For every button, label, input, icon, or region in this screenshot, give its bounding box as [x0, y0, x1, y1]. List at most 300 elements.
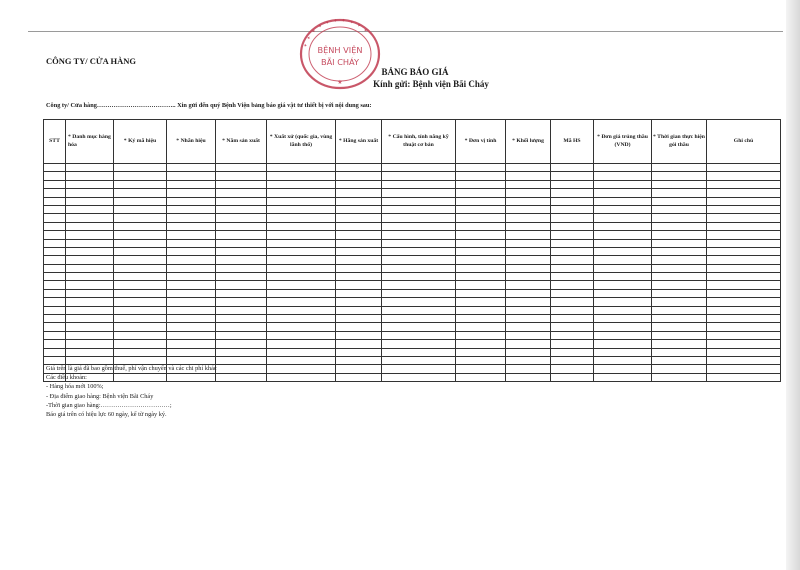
table-cell	[456, 222, 506, 230]
table-cell	[167, 323, 216, 331]
column-header: * Thời gian thực hiện gói thầu	[652, 120, 707, 164]
table-cell	[267, 306, 336, 314]
table-cell	[114, 281, 167, 289]
table-cell	[594, 247, 652, 255]
table-cell	[652, 273, 707, 281]
table-cell	[336, 340, 382, 348]
table-cell	[506, 315, 551, 323]
table-cell	[216, 365, 267, 373]
table-row	[44, 222, 781, 230]
table-cell	[707, 164, 781, 172]
table-cell	[216, 340, 267, 348]
table-row	[44, 180, 781, 188]
table-cell	[551, 164, 594, 172]
table-cell	[66, 340, 114, 348]
table-cell	[336, 331, 382, 339]
table-cell	[506, 373, 551, 381]
table-cell	[44, 180, 66, 188]
table-cell	[66, 231, 114, 239]
table-row	[44, 273, 781, 281]
table-cell	[114, 172, 167, 180]
table-cell	[551, 247, 594, 255]
table-cell	[551, 298, 594, 306]
table-cell	[66, 273, 114, 281]
table-cell	[652, 306, 707, 314]
table-cell	[551, 189, 594, 197]
table-cell	[707, 356, 781, 364]
table-cell	[216, 172, 267, 180]
table-cell	[44, 348, 66, 356]
table-cell	[652, 189, 707, 197]
table-cell	[382, 180, 456, 188]
table-cell	[44, 205, 66, 213]
table-cell	[551, 273, 594, 281]
table-cell	[167, 189, 216, 197]
table-cell	[114, 231, 167, 239]
stamp-line-1: BỆNH VIỆN	[317, 45, 363, 55]
table-cell	[114, 222, 167, 230]
table-cell	[336, 231, 382, 239]
table-cell	[551, 281, 594, 289]
table-cell	[382, 340, 456, 348]
table-cell	[267, 315, 336, 323]
table-cell	[594, 315, 652, 323]
svg-text:✦ ✦ ✦ ✦ ✦ ✦ ✦ ✦ ✦ ✦: ✦ ✦ ✦ ✦ ✦ ✦ ✦ ✦ ✦ ✦	[302, 17, 370, 49]
table-cell	[707, 172, 781, 180]
table-cell	[44, 256, 66, 264]
table-cell	[456, 306, 506, 314]
note-line: -Thời gian giao hàng:……………………………;	[46, 401, 172, 409]
table-cell	[456, 247, 506, 255]
table-cell	[551, 289, 594, 297]
table-cell	[594, 205, 652, 213]
table-cell	[216, 164, 267, 172]
table-cell	[382, 348, 456, 356]
table-cell	[267, 231, 336, 239]
table-cell	[456, 256, 506, 264]
table-cell	[707, 365, 781, 373]
table-cell	[382, 289, 456, 297]
table-row	[44, 323, 781, 331]
table-cell	[267, 340, 336, 348]
table-cell	[44, 247, 66, 255]
table-row	[44, 331, 781, 339]
table-cell	[594, 189, 652, 197]
table-cell	[216, 180, 267, 188]
table-cell	[167, 239, 216, 247]
table-cell	[167, 281, 216, 289]
table-cell	[594, 264, 652, 272]
table-cell	[167, 273, 216, 281]
table-cell	[114, 315, 167, 323]
table-cell	[336, 214, 382, 222]
table-cell	[167, 348, 216, 356]
table-row	[44, 197, 781, 205]
table-cell	[44, 298, 66, 306]
table-cell	[707, 239, 781, 247]
table-row	[44, 298, 781, 306]
table-cell	[456, 298, 506, 306]
table-cell	[551, 315, 594, 323]
table-cell	[66, 197, 114, 205]
table-cell	[216, 356, 267, 364]
table-cell	[382, 365, 456, 373]
table-cell	[707, 247, 781, 255]
table-cell	[44, 172, 66, 180]
table-cell	[594, 365, 652, 373]
table-cell	[336, 189, 382, 197]
table-row	[44, 289, 781, 297]
table-cell	[506, 298, 551, 306]
table-row	[44, 189, 781, 197]
table-cell	[336, 373, 382, 381]
column-header: STT	[44, 120, 66, 164]
table-cell	[336, 298, 382, 306]
table-cell	[707, 373, 781, 381]
table-cell	[652, 180, 707, 188]
table-cell	[66, 239, 114, 247]
table-row	[44, 306, 781, 314]
table-cell	[267, 264, 336, 272]
table-cell	[336, 256, 382, 264]
svg-text:★: ★	[337, 80, 343, 86]
table-cell	[382, 164, 456, 172]
table-cell	[382, 373, 456, 381]
table-cell	[167, 264, 216, 272]
table-cell	[506, 197, 551, 205]
table-cell	[267, 189, 336, 197]
note-line: - Địa điểm giao hàng: Bệnh viện Bãi Cháy	[46, 392, 154, 400]
table-cell	[707, 331, 781, 339]
table-row	[44, 348, 781, 356]
table-cell	[114, 264, 167, 272]
table-cell	[336, 273, 382, 281]
table-cell	[382, 273, 456, 281]
table-cell	[44, 239, 66, 247]
table-cell	[382, 331, 456, 339]
table-cell	[652, 365, 707, 373]
table-cell	[382, 323, 456, 331]
table-cell	[707, 214, 781, 222]
table-cell	[66, 315, 114, 323]
table-cell	[167, 180, 216, 188]
table-cell	[456, 331, 506, 339]
table-cell	[506, 222, 551, 230]
table-cell	[551, 205, 594, 213]
table-cell	[114, 348, 167, 356]
table-cell	[44, 331, 66, 339]
table-cell	[594, 331, 652, 339]
table-cell	[707, 189, 781, 197]
table-cell	[267, 356, 336, 364]
note-line: Báo giá trên có hiệu lực 60 ngày, kể từ ngày ký.	[46, 411, 167, 419]
table-cell	[167, 231, 216, 239]
table-cell	[456, 214, 506, 222]
table-cell	[114, 298, 167, 306]
column-header: * Danh mục hàng hóa	[66, 120, 114, 164]
table-cell	[594, 323, 652, 331]
table-cell	[382, 315, 456, 323]
table-cell	[456, 197, 506, 205]
table-cell	[167, 331, 216, 339]
table-cell	[44, 315, 66, 323]
table-cell	[66, 323, 114, 331]
table-cell	[551, 331, 594, 339]
table-cell	[707, 205, 781, 213]
table-cell	[114, 180, 167, 188]
table-cell	[167, 214, 216, 222]
table-row	[44, 281, 781, 289]
table-cell	[707, 256, 781, 264]
table-cell	[66, 180, 114, 188]
table-cell	[267, 164, 336, 172]
table-cell	[551, 214, 594, 222]
table-cell	[336, 365, 382, 373]
table-cell	[167, 306, 216, 314]
table-cell	[506, 264, 551, 272]
table-cell	[456, 264, 506, 272]
column-header: * Hãng sản xuất	[336, 120, 382, 164]
table-cell	[594, 340, 652, 348]
table-cell	[216, 231, 267, 239]
table-row	[44, 172, 781, 180]
table-cell	[216, 247, 267, 255]
table-row	[44, 164, 781, 172]
table-cell	[456, 323, 506, 331]
table-cell	[551, 172, 594, 180]
table-cell	[114, 340, 167, 348]
table-cell	[167, 205, 216, 213]
table-cell	[44, 273, 66, 281]
table-cell	[216, 214, 267, 222]
table-row	[44, 315, 781, 323]
table-cell	[456, 273, 506, 281]
table-cell	[267, 197, 336, 205]
table-cell	[167, 222, 216, 230]
table-cell	[456, 205, 506, 213]
table-cell	[216, 222, 267, 230]
column-header: Mã HS	[551, 120, 594, 164]
table-cell	[66, 348, 114, 356]
table-cell	[216, 323, 267, 331]
table-cell	[506, 247, 551, 255]
table-cell	[66, 172, 114, 180]
table-cell	[216, 264, 267, 272]
table-cell	[551, 222, 594, 230]
table-cell	[267, 348, 336, 356]
table-cell	[594, 164, 652, 172]
table-cell	[66, 256, 114, 264]
table-cell	[652, 323, 707, 331]
table-cell	[44, 214, 66, 222]
table-cell	[594, 239, 652, 247]
table-cell	[44, 323, 66, 331]
table-cell	[114, 247, 167, 255]
column-header: * Đơn giá trúng thầu (VND)	[594, 120, 652, 164]
table-cell	[506, 273, 551, 281]
page-top-rule	[28, 31, 783, 32]
table-cell	[382, 356, 456, 364]
table-cell	[267, 247, 336, 255]
table-cell	[652, 298, 707, 306]
table-cell	[551, 231, 594, 239]
table-cell	[456, 340, 506, 348]
table-cell	[456, 239, 506, 247]
table-cell	[707, 222, 781, 230]
table-cell	[114, 164, 167, 172]
table-cell	[456, 315, 506, 323]
table-cell	[167, 247, 216, 255]
note-line: Giá trên là giá đã bao gồm thuế, phí vận chuyển và các chi phí khác	[46, 365, 217, 372]
column-header: * Ký mã hiệu	[114, 120, 167, 164]
table-cell	[506, 348, 551, 356]
table-cell	[707, 306, 781, 314]
table-cell	[167, 340, 216, 348]
table-cell	[456, 180, 506, 188]
table-cell	[382, 239, 456, 247]
table-cell	[216, 298, 267, 306]
table-cell	[594, 306, 652, 314]
table-cell	[652, 348, 707, 356]
table-cell	[336, 348, 382, 356]
table-row	[44, 264, 781, 272]
addressee-line: Kính gửi: Bệnh viện Bãi Cháy	[373, 79, 489, 89]
table-cell	[66, 281, 114, 289]
table-cell	[216, 315, 267, 323]
table-cell	[594, 273, 652, 281]
table-cell	[594, 197, 652, 205]
table-cell	[456, 281, 506, 289]
table-row	[44, 205, 781, 213]
table-cell	[336, 197, 382, 205]
table-cell	[382, 247, 456, 255]
table-cell	[456, 373, 506, 381]
note-line: Các điều khoản:	[46, 374, 87, 382]
table-row	[44, 231, 781, 239]
table-cell	[382, 214, 456, 222]
table-cell	[216, 273, 267, 281]
table-cell	[551, 348, 594, 356]
table-cell	[44, 289, 66, 297]
table-cell	[594, 356, 652, 364]
table-cell	[382, 172, 456, 180]
table-cell	[216, 281, 267, 289]
table-cell	[707, 231, 781, 239]
table-cell	[594, 172, 652, 180]
column-header: Ghi chú	[707, 120, 781, 164]
table-cell	[551, 180, 594, 188]
table-cell	[336, 222, 382, 230]
table-cell	[336, 264, 382, 272]
table-cell	[267, 365, 336, 373]
table-cell	[336, 356, 382, 364]
column-header: * Cấu hình, tính năng kỹ thuật cơ bản	[382, 120, 456, 164]
table-cell	[216, 256, 267, 264]
table-cell	[336, 239, 382, 247]
table-cell	[652, 289, 707, 297]
table-cell	[336, 323, 382, 331]
table-cell	[551, 365, 594, 373]
table-cell	[382, 281, 456, 289]
company-label: CÔNG TY/ CỬA HÀNG	[46, 56, 136, 66]
table-cell	[267, 273, 336, 281]
table-row	[44, 247, 781, 255]
table-cell	[216, 205, 267, 213]
table-cell	[267, 222, 336, 230]
table-cell	[506, 214, 551, 222]
table-cell	[267, 180, 336, 188]
table-cell	[594, 289, 652, 297]
table-cell	[216, 331, 267, 339]
quotation-table	[43, 119, 781, 382]
table-cell	[707, 264, 781, 272]
table-cell	[551, 373, 594, 381]
table-cell	[594, 231, 652, 239]
table-cell	[216, 306, 267, 314]
table-cell	[594, 373, 652, 381]
column-header: * Khối lượng	[506, 120, 551, 164]
table-cell	[652, 205, 707, 213]
table-cell	[267, 256, 336, 264]
table-cell	[114, 273, 167, 281]
table-cell	[456, 231, 506, 239]
table-cell	[506, 323, 551, 331]
table-cell	[652, 256, 707, 264]
table-cell	[456, 348, 506, 356]
table-cell	[456, 365, 506, 373]
table-cell	[382, 189, 456, 197]
document-title: BẢNG BÁO GIÁ	[381, 67, 449, 77]
table-cell	[167, 256, 216, 264]
table-cell	[594, 222, 652, 230]
terms-notes	[46, 364, 217, 419]
table-cell	[267, 239, 336, 247]
table-cell	[707, 180, 781, 188]
table-cell	[594, 281, 652, 289]
table-cell	[336, 281, 382, 289]
table-cell	[216, 348, 267, 356]
intro-line: Công ty/ Cửa hàng……………………………….. Xin gửi đến quý Bệnh Viện bảng báo giá vật tư thiết bị với nội dung sau:	[46, 102, 372, 109]
table-cell	[652, 172, 707, 180]
table-cell	[652, 331, 707, 339]
table-cell	[506, 340, 551, 348]
table-cell	[506, 180, 551, 188]
table-cell	[707, 348, 781, 356]
table-row	[44, 214, 781, 222]
table-cell	[44, 264, 66, 272]
table-cell	[594, 256, 652, 264]
table-cell	[652, 315, 707, 323]
table-cell	[506, 365, 551, 373]
table-cell	[114, 323, 167, 331]
table-cell	[66, 189, 114, 197]
table-cell	[66, 306, 114, 314]
table-row	[44, 256, 781, 264]
table-cell	[456, 356, 506, 364]
table-cell	[167, 197, 216, 205]
table-cell	[66, 214, 114, 222]
table-cell	[114, 239, 167, 247]
table-cell	[382, 256, 456, 264]
table-cell	[267, 331, 336, 339]
table-cell	[44, 281, 66, 289]
table-cell	[506, 189, 551, 197]
table-cell	[267, 281, 336, 289]
table-cell	[167, 315, 216, 323]
table-cell	[114, 331, 167, 339]
table-cell	[551, 256, 594, 264]
table-cell	[66, 222, 114, 230]
